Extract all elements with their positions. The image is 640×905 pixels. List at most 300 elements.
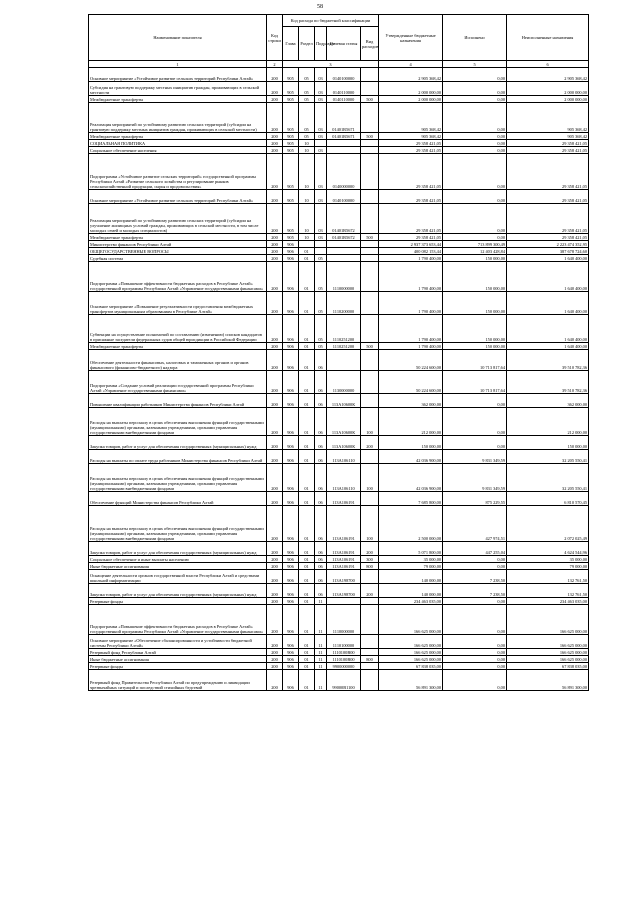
row-line-code: 200 bbox=[267, 82, 283, 96]
row-target-item: 1110000000 bbox=[327, 262, 361, 292]
row-chapter: 906 bbox=[283, 408, 299, 436]
row-executed: 0,00 bbox=[443, 656, 507, 663]
row-name: Основное мероприятие «Обеспечение сбалансированности и устойчивости бюджетной системы Республики Алтай» bbox=[89, 635, 267, 649]
row-expense-type bbox=[361, 605, 379, 635]
row-subsection: 03 bbox=[315, 82, 327, 96]
row-section: 10 bbox=[299, 140, 315, 147]
row-expense-type: 800 bbox=[361, 563, 379, 570]
row-expense-type bbox=[361, 68, 379, 82]
row-section: 01 bbox=[299, 315, 315, 343]
row-subsection: 05 bbox=[315, 262, 327, 292]
row-chapter: 905 bbox=[283, 68, 299, 82]
row-target-item: 0140000000 bbox=[327, 154, 361, 190]
row-chapter: 906 bbox=[283, 556, 299, 563]
row-expense-type: 200 bbox=[361, 542, 379, 556]
row-approved: 50 224 600,00 bbox=[379, 371, 443, 394]
row-chapter: 906 bbox=[283, 394, 299, 408]
row-target-item: 113А198700 bbox=[327, 570, 361, 584]
row-executed: 150 000,00 bbox=[443, 292, 507, 315]
budget-execution-table bbox=[88, 14, 589, 691]
row-chapter: 906 bbox=[283, 670, 299, 691]
row-approved: 67 838 035,00 bbox=[379, 663, 443, 670]
row-line-code: 200 bbox=[267, 248, 283, 255]
row-chapter: 905 bbox=[283, 140, 299, 147]
row-approved: 29 358 421,05 bbox=[379, 154, 443, 190]
header-col-number: 3 bbox=[283, 61, 379, 68]
table-row bbox=[89, 542, 589, 556]
row-name: Обеспечение функций Министерства финансов Республики Алтай bbox=[89, 492, 267, 506]
row-executed: 0,00 bbox=[443, 82, 507, 96]
row-executed: 12 403 428,84 bbox=[443, 248, 507, 255]
row-executed: 0,00 bbox=[443, 103, 507, 133]
row-line-code: 200 bbox=[267, 598, 283, 605]
row-section: 10 bbox=[299, 204, 315, 234]
row-name: Расходы на выплаты персоналу в целях обеспечения выполнения функций государственными (муниципальными) органами, казенными учреждениями, органами управления государственными внебюджетными фондами bbox=[89, 408, 267, 436]
row-subsection: 06 bbox=[315, 436, 327, 450]
row-section: 05 bbox=[299, 96, 315, 103]
row-target-item: 1110100В00 bbox=[327, 649, 361, 656]
row-section: 01 bbox=[299, 605, 315, 635]
row-unexecuted: 29 358 421,05 bbox=[507, 204, 589, 234]
row-target-item bbox=[327, 350, 361, 371]
row-expense-type bbox=[361, 450, 379, 464]
table-row bbox=[89, 147, 589, 154]
row-chapter: 906 bbox=[283, 315, 299, 343]
row-chapter: 905 bbox=[283, 133, 299, 140]
row-subsection: 05 bbox=[315, 292, 327, 315]
row-name: Расходы на выплаты по оплате труда работников Министерства финансов Республики Алтай bbox=[89, 450, 267, 464]
row-target-item: 0140100000 bbox=[327, 68, 361, 82]
row-section: 05 bbox=[299, 103, 315, 133]
row-expense-type bbox=[361, 492, 379, 506]
row-line-code: 200 bbox=[267, 315, 283, 343]
row-unexecuted: 6 810 570,45 bbox=[507, 492, 589, 506]
row-name: Министерство финансов Республики Алтай bbox=[89, 241, 267, 248]
row-section: 01 bbox=[299, 408, 315, 436]
table-row bbox=[89, 255, 589, 262]
row-subsection: 05 bbox=[315, 315, 327, 343]
row-target-item: 113А106191 bbox=[327, 563, 361, 570]
table-row bbox=[89, 96, 589, 103]
row-line-code: 200 bbox=[267, 605, 283, 635]
row-unexecuted: 29 358 421,05 bbox=[507, 190, 589, 204]
row-name: Резервный фонд Правительства Республики Алтай по предупреждению и ликвидации чрезвычайных ситуаций и последствий стихийных бедствий bbox=[89, 670, 267, 691]
row-chapter: 905 bbox=[283, 103, 299, 133]
row-unexecuted: 905 368,42 bbox=[507, 133, 589, 140]
row-target-item: 113А106191 bbox=[327, 492, 361, 506]
row-section: 01 bbox=[299, 563, 315, 570]
row-section: 01 bbox=[299, 556, 315, 563]
row-unexecuted: 132 761,50 bbox=[507, 570, 589, 584]
row-line-code: 200 bbox=[267, 670, 283, 691]
row-executed: 447 255,04 bbox=[443, 542, 507, 556]
row-approved: 140 000,00 bbox=[379, 570, 443, 584]
row-approved: 1 790 400,00 bbox=[379, 315, 443, 343]
row-expense-type bbox=[361, 140, 379, 147]
row-section: 01 bbox=[299, 292, 315, 315]
table-row bbox=[89, 343, 589, 350]
row-unexecuted: 29 358 421,05 bbox=[507, 147, 589, 154]
row-section: 01 bbox=[299, 394, 315, 408]
header-approved: Утвержденные бюджетные назначения bbox=[379, 15, 443, 61]
row-approved: 905 368,42 bbox=[379, 133, 443, 140]
row-chapter: 905 bbox=[283, 190, 299, 204]
row-target-item: 113А10600К bbox=[327, 408, 361, 436]
row-subsection: 03 bbox=[315, 103, 327, 133]
row-executed: 0,00 bbox=[443, 598, 507, 605]
header-target-item: Целевая статья bbox=[327, 27, 361, 61]
row-executed: 9 831 349,59 bbox=[443, 450, 507, 464]
row-subsection: 06 bbox=[315, 563, 327, 570]
row-section: 05 bbox=[299, 68, 315, 82]
row-subsection: 11 bbox=[315, 635, 327, 649]
row-subsection: 06 bbox=[315, 556, 327, 563]
row-section: 05 bbox=[299, 133, 315, 140]
row-unexecuted: 4 624 544,96 bbox=[507, 542, 589, 556]
row-executed: 0,00 bbox=[443, 133, 507, 140]
row-target-item: 9900000000 bbox=[327, 663, 361, 670]
row-target-item: 113А10600К bbox=[327, 394, 361, 408]
table-row bbox=[89, 450, 589, 464]
row-unexecuted: 166 625 000,00 bbox=[507, 656, 589, 663]
row-unexecuted: 39 510 782,36 bbox=[507, 350, 589, 371]
table-row bbox=[89, 241, 589, 248]
row-unexecuted: 35 000,00 bbox=[507, 556, 589, 563]
row-executed: 0,00 bbox=[443, 147, 507, 154]
row-target-item: 01401R5672 bbox=[327, 234, 361, 241]
row-expense-type bbox=[361, 262, 379, 292]
row-unexecuted: 166 625 000,00 bbox=[507, 605, 589, 635]
row-line-code: 200 bbox=[267, 103, 283, 133]
row-target-item: 0140100000 bbox=[327, 190, 361, 204]
row-approved: 1 790 400,00 bbox=[379, 292, 443, 315]
row-executed: 0,00 bbox=[443, 563, 507, 570]
row-name: ОБЩЕГОСУДАРСТВЕННЫЕ ВОПРОСЫ bbox=[89, 248, 267, 255]
row-line-code: 200 bbox=[267, 635, 283, 649]
table-row bbox=[89, 436, 589, 450]
row-section: 01 bbox=[299, 255, 315, 262]
row-subsection: 11 bbox=[315, 605, 327, 635]
row-name: Повышение квалификации работников Министерства финансов Республики Алтай bbox=[89, 394, 267, 408]
row-subsection: 05 bbox=[315, 343, 327, 350]
row-expense-type bbox=[361, 635, 379, 649]
row-executed: 427 974,51 bbox=[443, 506, 507, 542]
row-approved: 166 625 000,00 bbox=[379, 656, 443, 663]
row-chapter: 906 bbox=[283, 343, 299, 350]
table-row bbox=[89, 570, 589, 584]
row-subsection: 06 bbox=[315, 492, 327, 506]
row-name: Подпрограмма «Повышение эффективности бюджетных расходов в Республике Алтай» государственной программы Республики Алтай «Управление государственными финансами» bbox=[89, 262, 267, 292]
row-subsection: 06 bbox=[315, 408, 327, 436]
row-line-code: 200 bbox=[267, 154, 283, 190]
row-subsection: 03 bbox=[315, 147, 327, 154]
row-unexecuted: 29 358 421,05 bbox=[507, 234, 589, 241]
row-name: Подпрограмма «Создание условий реализации государственной программы Республики Алтай «Управление государственными финансами» bbox=[89, 371, 267, 394]
row-approved: 1 790 400,00 bbox=[379, 262, 443, 292]
row-expense-type bbox=[361, 394, 379, 408]
header-subsection: Подраздел bbox=[315, 27, 327, 61]
row-chapter: 906 bbox=[283, 464, 299, 492]
row-unexecuted: 39 510 782,36 bbox=[507, 371, 589, 394]
row-section: 01 bbox=[299, 464, 315, 492]
row-line-code: 200 bbox=[267, 255, 283, 262]
row-executed: 0,00 bbox=[443, 140, 507, 147]
row-executed: 150 000,00 bbox=[443, 315, 507, 343]
row-approved: 362 000,00 bbox=[379, 394, 443, 408]
row-approved: 140 000,00 bbox=[379, 584, 443, 598]
row-section: 01 bbox=[299, 371, 315, 394]
row-line-code: 200 bbox=[267, 147, 283, 154]
row-name: Закупка товаров, работ и услуг для обеспечения государственных (муниципальных) нужд bbox=[89, 584, 267, 598]
row-approved: 5 071 800,00 bbox=[379, 542, 443, 556]
table-row bbox=[89, 371, 589, 394]
row-section: 10 bbox=[299, 147, 315, 154]
row-executed: 0,00 bbox=[443, 154, 507, 190]
row-unexecuted: 2 905 368,42 bbox=[507, 68, 589, 82]
header-col-number: 2 bbox=[267, 61, 283, 68]
row-approved: 2 000 000,00 bbox=[379, 96, 443, 103]
row-subsection: 11 bbox=[315, 598, 327, 605]
row-chapter: 905 bbox=[283, 147, 299, 154]
row-approved: 166 625 000,00 bbox=[379, 605, 443, 635]
row-approved: 42 036 900,00 bbox=[379, 450, 443, 464]
row-approved: 234 463 035,00 bbox=[379, 598, 443, 605]
row-executed: 0,00 bbox=[443, 556, 507, 563]
row-subsection: 03 bbox=[315, 133, 327, 140]
row-expense-type bbox=[361, 570, 379, 584]
row-section: 01 bbox=[299, 663, 315, 670]
row-section: 01 bbox=[299, 350, 315, 371]
row-chapter: 906 bbox=[283, 450, 299, 464]
row-unexecuted: 1 640 400,00 bbox=[507, 315, 589, 343]
row-section: 01 bbox=[299, 656, 315, 663]
row-unexecuted: 29 358 421,05 bbox=[507, 140, 589, 147]
row-line-code: 200 bbox=[267, 542, 283, 556]
row-section: 01 bbox=[299, 584, 315, 598]
row-target-item: 1110100В00 bbox=[327, 656, 361, 663]
row-executed: 0,00 bbox=[443, 394, 507, 408]
row-chapter: 905 bbox=[283, 154, 299, 190]
row-target-item: 01401R5671 bbox=[327, 133, 361, 140]
row-target-item: 01401R5672 bbox=[327, 204, 361, 234]
row-target-item: 1110000000 bbox=[327, 605, 361, 635]
row-subsection: 05 bbox=[315, 255, 327, 262]
row-name: Иные бюджетные ассигнования bbox=[89, 563, 267, 570]
row-subsection: 06 bbox=[315, 371, 327, 394]
row-unexecuted: 387 678 724,60 bbox=[507, 248, 589, 255]
row-chapter: 906 bbox=[283, 292, 299, 315]
row-subsection: 11 bbox=[315, 656, 327, 663]
row-name: Реализация мероприятий по устойчивому развитию сельских территорий (субсидии на улучшение жилищных условий граждан, проживающих в сельской местности, в том числе молодых семей и молодых специалистов) bbox=[89, 204, 267, 234]
row-subsection: 06 bbox=[315, 464, 327, 492]
row-executed: 0,00 bbox=[443, 234, 507, 241]
row-expense-type bbox=[361, 190, 379, 204]
row-subsection: 06 bbox=[315, 506, 327, 542]
row-name: Межбюджетные трансферты bbox=[89, 234, 267, 241]
table-row bbox=[89, 204, 589, 234]
table-row bbox=[89, 103, 589, 133]
row-section: 10 bbox=[299, 234, 315, 241]
row-expense-type bbox=[361, 292, 379, 315]
header-col-number: 1 bbox=[89, 61, 267, 68]
row-target-item: 1110251200 bbox=[327, 315, 361, 343]
table-row bbox=[89, 492, 589, 506]
row-unexecuted: 905 368,42 bbox=[507, 103, 589, 133]
header-col-number: 5 bbox=[443, 61, 507, 68]
row-target-item bbox=[327, 147, 361, 154]
row-executed: 875 229,55 bbox=[443, 492, 507, 506]
table-row bbox=[89, 133, 589, 140]
row-chapter: 906 bbox=[283, 542, 299, 556]
row-approved: 29 358 421,05 bbox=[379, 147, 443, 154]
row-target-item bbox=[327, 140, 361, 147]
row-expense-type bbox=[361, 241, 379, 248]
row-chapter: 906 bbox=[283, 584, 299, 598]
row-line-code: 200 bbox=[267, 96, 283, 103]
row-line-code: 200 bbox=[267, 656, 283, 663]
row-expense-type bbox=[361, 147, 379, 154]
row-chapter: 906 bbox=[283, 570, 299, 584]
row-unexecuted: 2 072 025,49 bbox=[507, 506, 589, 542]
row-subsection: 06 bbox=[315, 570, 327, 584]
row-section: 10 bbox=[299, 154, 315, 190]
row-target-item: 99000В1100 bbox=[327, 670, 361, 691]
row-line-code: 200 bbox=[267, 492, 283, 506]
row-expense-type bbox=[361, 350, 379, 371]
row-expense-type: 500 bbox=[361, 96, 379, 103]
row-chapter: 906 bbox=[283, 248, 299, 255]
row-expense-type bbox=[361, 154, 379, 190]
row-subsection: 11 bbox=[315, 649, 327, 656]
table-row bbox=[89, 649, 589, 656]
row-chapter: 906 bbox=[283, 350, 299, 371]
table-row bbox=[89, 635, 589, 649]
row-executed: 0,00 bbox=[443, 408, 507, 436]
row-name: Закупка товаров, работ и услуг для обеспечения государственных (муниципальных) нужд bbox=[89, 542, 267, 556]
row-line-code: 200 bbox=[267, 343, 283, 350]
row-expense-type: 100 bbox=[361, 506, 379, 542]
header-col-number: 6 bbox=[507, 61, 589, 68]
table-row bbox=[89, 656, 589, 663]
row-target-item: 113А106110 bbox=[327, 464, 361, 492]
row-executed: 0,00 bbox=[443, 605, 507, 635]
row-executed: 7 238,50 bbox=[443, 570, 507, 584]
row-unexecuted: 362 000,00 bbox=[507, 394, 589, 408]
row-expense-type: 100 bbox=[361, 408, 379, 436]
row-subsection: 06 bbox=[315, 542, 327, 556]
row-chapter: 906 bbox=[283, 663, 299, 670]
row-target-item: 1130000000 bbox=[327, 371, 361, 394]
row-chapter: 906 bbox=[283, 506, 299, 542]
row-section: 01 bbox=[299, 248, 315, 255]
row-target-item: 01401R5671 bbox=[327, 103, 361, 133]
row-subsection: 03 bbox=[315, 96, 327, 103]
row-section: 01 bbox=[299, 570, 315, 584]
row-name: Расходы на выплаты персоналу в целях обеспечения выполнения функций государственными (муниципальными) органами, казенными учреждениями, органами управления государственными внебюджетными фондами bbox=[89, 506, 267, 542]
header-name: Наименование показателя bbox=[89, 15, 267, 61]
row-executed: 0,00 bbox=[443, 68, 507, 82]
row-executed: 150 000,00 bbox=[443, 255, 507, 262]
row-executed: 7 238,50 bbox=[443, 584, 507, 598]
row-line-code: 200 bbox=[267, 204, 283, 234]
row-unexecuted: 67 838 035,00 bbox=[507, 663, 589, 670]
row-executed: 0,00 bbox=[443, 190, 507, 204]
row-name: Резервные фонды bbox=[89, 663, 267, 670]
row-expense-type bbox=[361, 315, 379, 343]
row-line-code: 200 bbox=[267, 262, 283, 292]
row-executed: 0,00 bbox=[443, 663, 507, 670]
row-executed: 10 713 817,64 bbox=[443, 350, 507, 371]
row-section: 10 bbox=[299, 190, 315, 204]
row-executed: 150 000,00 bbox=[443, 343, 507, 350]
row-expense-type: 100 bbox=[361, 464, 379, 492]
row-expense-type: 300 bbox=[361, 556, 379, 563]
row-chapter: 906 bbox=[283, 255, 299, 262]
row-unexecuted: 29 358 421,05 bbox=[507, 154, 589, 190]
row-executed: 150 000,00 bbox=[443, 262, 507, 292]
row-line-code: 200 bbox=[267, 408, 283, 436]
row-subsection: 06 bbox=[315, 350, 327, 371]
table-row bbox=[89, 506, 589, 542]
row-expense-type bbox=[361, 204, 379, 234]
row-chapter: 906 bbox=[283, 563, 299, 570]
table-row bbox=[89, 408, 589, 436]
row-subsection: 03 bbox=[315, 68, 327, 82]
row-target-item: 1110200000 bbox=[327, 292, 361, 315]
row-expense-type: 800 bbox=[361, 656, 379, 663]
row-subsection: 06 bbox=[315, 584, 327, 598]
row-approved: 2 905 368,42 bbox=[379, 68, 443, 82]
table-row bbox=[89, 598, 589, 605]
row-chapter: 906 bbox=[283, 371, 299, 394]
row-approved: 42 036 900,00 bbox=[379, 464, 443, 492]
row-approved: 1 790 400,00 bbox=[379, 255, 443, 262]
row-unexecuted: 234 463 035,00 bbox=[507, 598, 589, 605]
row-name: Межбюджетные трансферты bbox=[89, 96, 267, 103]
row-line-code: 200 bbox=[267, 241, 283, 248]
row-expense-type bbox=[361, 82, 379, 96]
row-approved: 79 000,00 bbox=[379, 563, 443, 570]
row-approved: 50 224 600,00 bbox=[379, 350, 443, 371]
row-chapter: 906 bbox=[283, 436, 299, 450]
table-row bbox=[89, 140, 589, 147]
row-executed: 10 713 817,64 bbox=[443, 371, 507, 394]
row-chapter: 905 bbox=[283, 82, 299, 96]
row-name: Резервный фонд Республики Алтай bbox=[89, 649, 267, 656]
row-line-code: 200 bbox=[267, 234, 283, 241]
row-name: Оснащение деятельности органов государственной власти Республики Алтай и средствами школьной информатизации bbox=[89, 570, 267, 584]
row-executed: 0,00 bbox=[443, 635, 507, 649]
row-target-item: 113А106191 bbox=[327, 542, 361, 556]
row-section: 01 bbox=[299, 506, 315, 542]
row-chapter: 906 bbox=[283, 605, 299, 635]
header-line-code: Код строки bbox=[267, 15, 283, 61]
row-unexecuted: 132 761,50 bbox=[507, 584, 589, 598]
row-chapter: 906 bbox=[283, 656, 299, 663]
row-approved: 150 000,00 bbox=[379, 436, 443, 450]
header-unexecuted: Неисполненные назначения bbox=[507, 15, 589, 61]
table-row bbox=[89, 670, 589, 691]
row-target-item: 1110100000 bbox=[327, 635, 361, 649]
row-name: Основное мероприятие «Повышение результативности предоставления межбюджетных трансфертов муниципальным образованиям в Республике Алтай» bbox=[89, 292, 267, 315]
row-unexecuted: 150 000,00 bbox=[507, 436, 589, 450]
row-subsection bbox=[315, 241, 327, 248]
table-row bbox=[89, 605, 589, 635]
row-chapter: 906 bbox=[283, 492, 299, 506]
row-target-item: 113А106191 bbox=[327, 506, 361, 542]
row-section: 01 bbox=[299, 492, 315, 506]
table-row bbox=[89, 262, 589, 292]
